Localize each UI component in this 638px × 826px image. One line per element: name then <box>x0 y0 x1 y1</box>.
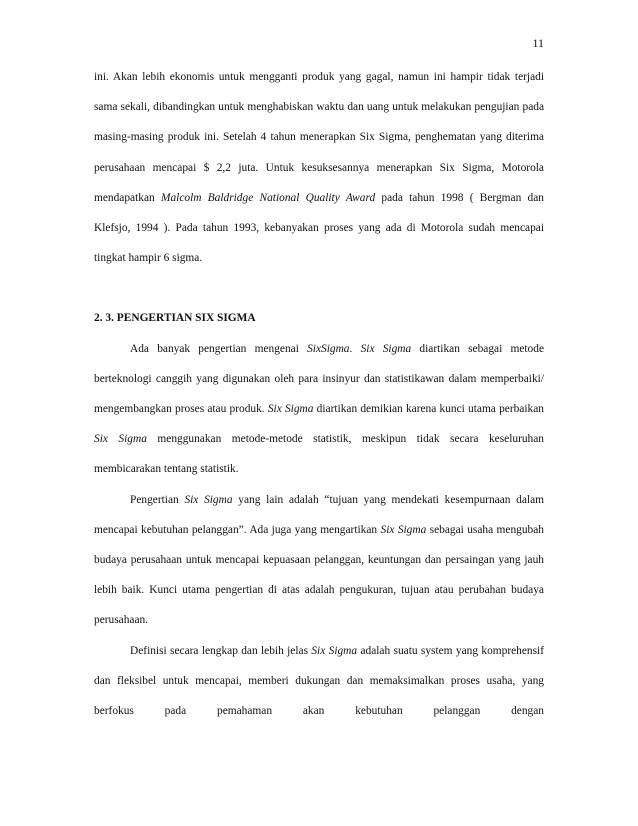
italic-term: Six Sigma <box>94 433 147 446</box>
section-heading: 2. 3. PENGERTIAN SIX SIGMA <box>94 312 256 325</box>
paragraph-definitions <box>94 334 544 485</box>
paragraph-motorola <box>94 62 544 273</box>
italic-term: Six Sigma <box>360 342 412 355</box>
paragraph-text: Definisi secara lengkap dan lebih jelas <box>130 644 312 657</box>
italic-term: SixSigma <box>307 342 350 355</box>
paragraph-text: diartikan demikian karena kunci utama perbaikan <box>313 403 544 416</box>
paragraph-text: Ada banyak pengertian mengenai <box>130 342 308 355</box>
italic-term: Six Sigma <box>184 493 233 506</box>
document-body <box>94 62 544 726</box>
paragraph-text: sebagai usaha mengubah budaya perusahaan untuk mencapai kepuasaan pelanggan, keuntungan dan persaingan yang jauh lebih baik. Kunci utama pengertian di atas adalah pengukuran, tujuan atau perubahan budaya perusahaan. <box>94 523 544 627</box>
paragraph-text: pada tahun 1998 ( Bergman dan Klefsjo, 1994 ). Pada tahun 1993, kebanyakan proses yang ada di Motorola sudah mencapai tingkat hampir 6 sigma. <box>94 191 544 265</box>
paragraph-text: ini. Akan lebih ekonomis untuk mengganti produk yang gagal, namun ini hampir tidak terjadi sama sekali, dibandingkan untuk menghabiskan waktu dan uang untuk melakukan pengujian pada masing-masing produk ini. Setelah 4 tahun menerapkan Six Sigma, penghematan yang diterima perusahaan mencapai $ 2,2 juta. Untuk kesuksesannya menerapkan Six Sigma, Motorola mendapatkan <box>94 71 544 204</box>
italic-term: Six Sigma <box>311 644 358 657</box>
paragraph-text: . <box>349 342 361 355</box>
paragraph-full-definition <box>94 636 544 727</box>
paragraph-text: yang lain adalah “tujuan yang mendekati kesempurnaan dalam mencapai kebutuhan pelanggan”. Ada juga yang mengartikan <box>94 493 544 536</box>
paragraph-text: menggunakan metode-metode statistik, meskipun tidak secara keseluruhan membicarakan tentang statistik. <box>94 433 545 476</box>
award-name: Malcolm Baldridge National Quality Award <box>160 191 376 204</box>
italic-term: Six Sigma <box>380 523 427 536</box>
paragraph-text: adalah suatu system yang komprehensif dan fleksibel untuk mencapai, memberi dukungan dan memaksimalkan proses usaha, yang berfokus pada pemahaman akan kebutuhan pelanggan dengan <box>94 644 545 718</box>
paragraph-text: Pengertian <box>130 493 185 506</box>
paragraph-text: diartikan sebagai metode berteknologi canggih yang digunakan oleh para insinyur dan statistikawan dalam memperbaiki/ mengembangkan proses atau produk. <box>94 342 545 416</box>
italic-term: Six Sigma <box>267 403 314 416</box>
page-number: 11 <box>532 36 544 50</box>
paragraph-other-definition <box>94 485 544 636</box>
